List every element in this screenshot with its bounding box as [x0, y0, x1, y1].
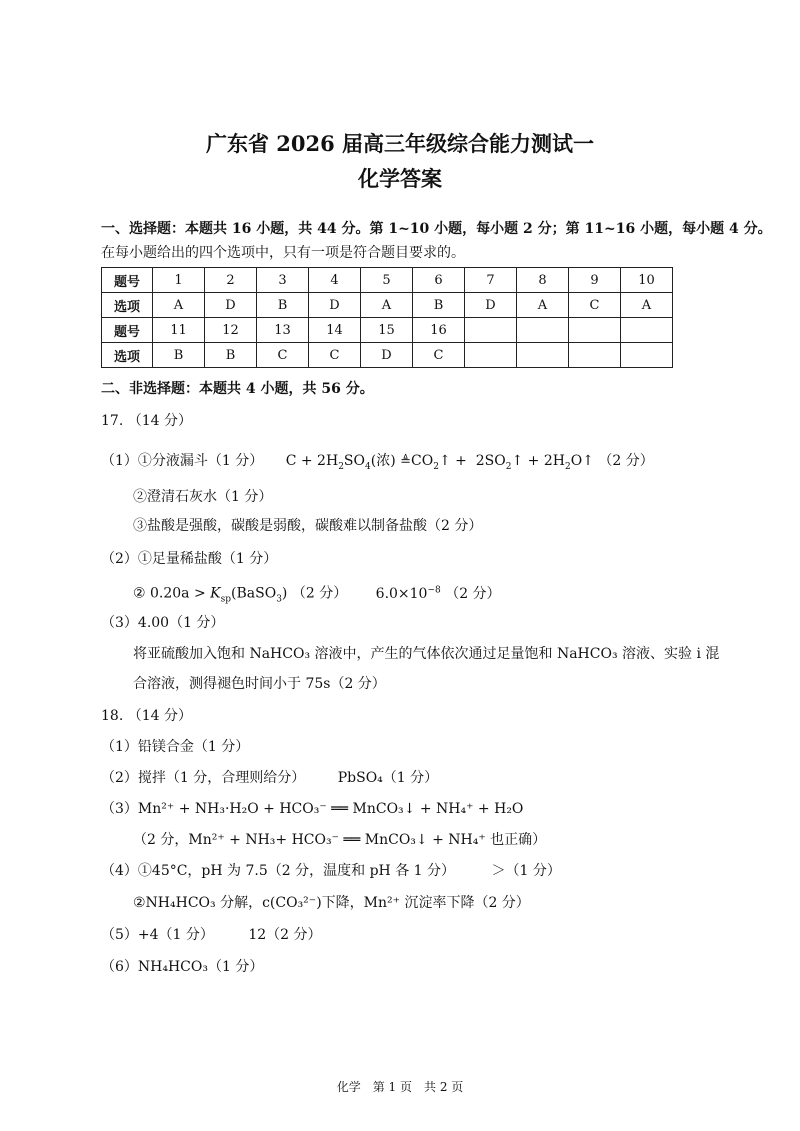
table-cell: A	[153, 293, 205, 318]
q18-2	[101, 769, 438, 787]
q17-2c: $6.0\times 10^{-8}$ （2 分）	[375, 585, 501, 602]
table-cell: B	[257, 293, 309, 318]
q17-1a-text: （1）①分液漏斗（1 分）	[101, 453, 264, 469]
answer-table	[101, 267, 673, 368]
q18-4a2: ＞（1 分）	[491, 863, 561, 879]
table-cell: 2	[205, 268, 257, 293]
q17-1a-score: （2 分）	[598, 453, 654, 469]
table-cell: B	[205, 343, 257, 368]
table-cell: D	[465, 293, 517, 318]
table-cell	[621, 318, 673, 343]
q17-equation: $C + 2H_2SO_4$(浓) $≜CO_2↑$ + $2SO_2↑$ + $2H_2O↑$	[285, 453, 594, 472]
table-cell: 11	[153, 318, 205, 343]
table-row	[102, 318, 673, 343]
table-cell: 13	[257, 318, 309, 343]
q17-2a: （2）①足量稀盐酸（1 分）	[101, 551, 278, 567]
table-cell: 9	[569, 268, 621, 293]
q18-label: 18. （14 分）	[101, 708, 192, 724]
table-cell	[569, 318, 621, 343]
q18-5a: （5）+4（1 分）	[101, 927, 214, 943]
table-row	[102, 268, 673, 293]
table-label-opt: 选项	[102, 293, 153, 318]
table-label-num: 题号	[102, 318, 153, 343]
q17-2b: ② $0.20a > K_{sp}(BaSO_3)$ （2 分） $6.0\times 10^{-8}$ （2 分）	[133, 585, 501, 605]
q17-3c: 合溶液，测得褪色时间小于 75s（2 分）	[133, 676, 386, 692]
table-cell: 1	[153, 268, 205, 293]
section1-heading: 一、选择题：本题共 16 小题，共 44 分。第 1~10 小题，每小题 2 分；第 11~16 小题，每小题 4 分。	[101, 221, 772, 237]
q17-2b-tail: （2 分）	[291, 585, 348, 602]
table-cell	[465, 318, 517, 343]
table-cell	[621, 343, 673, 368]
table-cell: C	[257, 343, 309, 368]
q18-1: （1）铅镁合金（1 分）	[101, 739, 250, 755]
table-cell	[569, 343, 621, 368]
table-cell: D	[309, 293, 361, 318]
q18-4a	[101, 862, 561, 880]
q18-2b: PbSO₄（1 分）	[337, 770, 439, 786]
table-cell	[517, 343, 569, 368]
q17-1c: ②澄清石灰水（1 分）	[133, 489, 273, 505]
q17-2b-post: (BaSO	[231, 585, 277, 602]
table-cell: 8	[517, 268, 569, 293]
table-cell: 7	[465, 268, 517, 293]
table-cell	[517, 318, 569, 343]
table-cell: 15	[361, 318, 413, 343]
table-row	[102, 343, 673, 368]
q18-2a: （2）搅拌（1 分，合理则给分）	[101, 770, 306, 786]
page-footer: 化学 第 1 页 共 2 页	[336, 1080, 464, 1094]
page-subtitle: 化学答案	[358, 166, 442, 191]
table-cell: 5	[361, 268, 413, 293]
table-cell: A	[517, 293, 569, 318]
page-title: 广东省 2026 届高三年级综合能力测试一	[205, 131, 595, 156]
table-cell: 12	[205, 318, 257, 343]
section2-heading: 二、非选择题：本题共 4 小题，共 56 分。	[101, 381, 374, 397]
table-cell: B	[413, 293, 465, 318]
table-cell: D	[361, 343, 413, 368]
table-label-opt: 选项	[102, 343, 153, 368]
table-cell: C	[569, 293, 621, 318]
q17-2c-tail: （2 分）	[445, 585, 501, 602]
table-row	[102, 293, 673, 318]
table-cell: B	[153, 343, 205, 368]
q17-2b-pre: ② 0.20a >	[133, 585, 211, 602]
q18-4b: ②NH₄HCO₃ 分解，c(CO₃²⁻)下降，Mn²⁺ 沉淀率下降（2 分）	[133, 895, 530, 911]
q18-6: （6）NH₄HCO₃（1 分）	[101, 959, 264, 975]
q17-3a: （3）4.00（1 分）	[101, 615, 225, 631]
table-label-num: 题号	[102, 268, 153, 293]
table-cell: 16	[413, 318, 465, 343]
q18-5b: 12（2 分）	[248, 927, 322, 943]
table-cell: A	[361, 293, 413, 318]
section1-note: 在每小题给出的四个选项中，只有一项是符合题目要求的。	[101, 245, 465, 261]
table-cell: 10	[621, 268, 673, 293]
q18-4a-text: （4）①45°C，pH 为 7.5（2 分，温度和 pH 各 1 分）	[101, 863, 456, 879]
table-cell: 6	[413, 268, 465, 293]
q17-2c-value: 6.0×10	[375, 585, 428, 602]
table-cell: C	[413, 343, 465, 368]
table-cell: A	[621, 293, 673, 318]
table-cell: D	[205, 293, 257, 318]
q18-5	[101, 926, 322, 944]
q17-3b: 将亚硫酸加入饱和 NaHCO₃ 溶液中，产生的气体依次通过足量饱和 NaHCO₃ 溶液、实验 i 混	[133, 646, 720, 662]
table-cell: 14	[309, 318, 361, 343]
q18-3b: （2 分，Mn²⁺ + NH₃+ HCO₃⁻ ══ MnCO₃↓ + NH₄⁺ 也正确）	[133, 832, 547, 848]
table-cell: 3	[257, 268, 309, 293]
table-cell: 4	[309, 268, 361, 293]
q18-3: （3）Mn²⁺ + NH₃·H₂O + HCO₃⁻ ══ MnCO₃↓ + NH₄⁺ + H₂O	[101, 801, 524, 817]
table-cell	[465, 343, 517, 368]
q17-1d: ③盐酸是强酸，碳酸是弱酸，碳酸难以制备盐酸（2 分）	[133, 518, 483, 534]
q17-label: 17. （14 分）	[101, 413, 192, 429]
q17-1a	[101, 452, 654, 476]
table-cell: C	[309, 343, 361, 368]
